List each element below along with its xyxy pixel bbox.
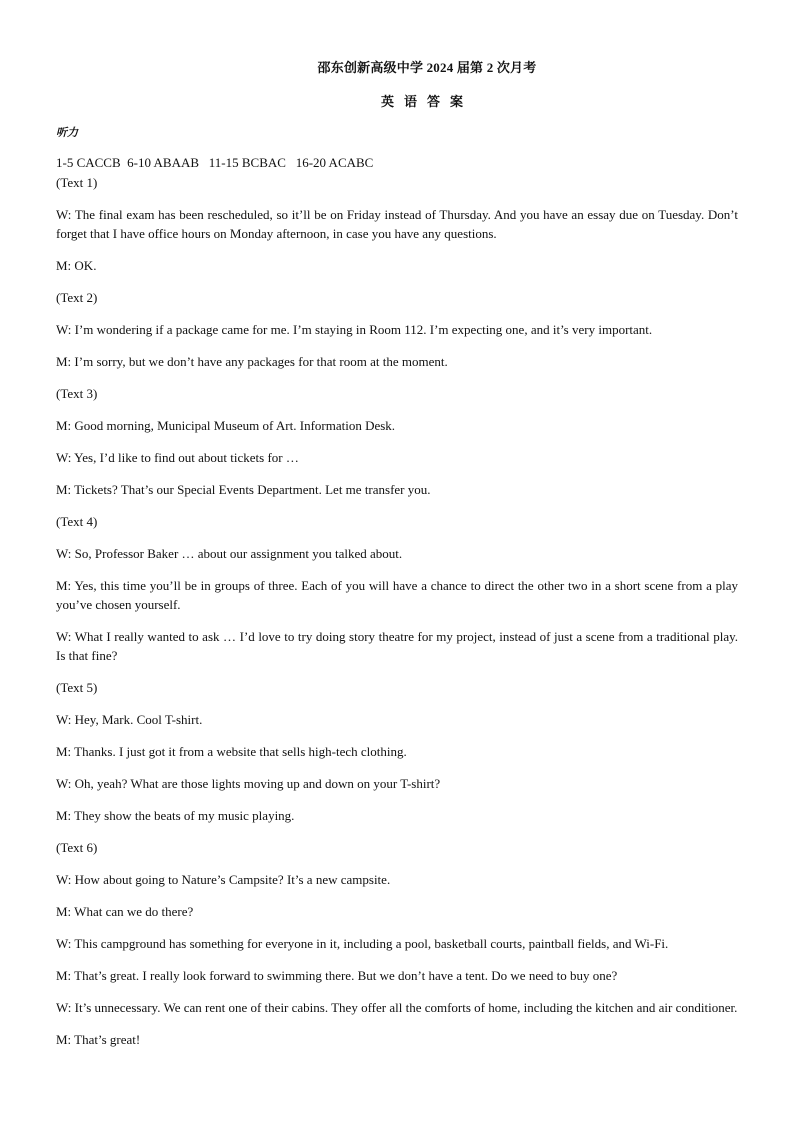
- dialogue-line: M: What can we do there?: [56, 904, 194, 919]
- dialogue-line: W: What I really wanted to ask … I’d love to try doing story theatre for my project, instead of just a scene from a traditional play. Is that fine?: [56, 629, 738, 663]
- text-label: (Text 4): [56, 514, 98, 529]
- section-label-listening: 听力: [56, 127, 78, 139]
- dialogue-line: M: They show the beats of my music playing.: [56, 808, 295, 823]
- dialogue-line: W: It’s unnecessary. We can rent one of their cabins. They offer all the comforts of home, including the kitchen and air conditioner.: [56, 1000, 738, 1015]
- dialogue-line: M: Good morning, Municipal Museum of Art. Information Desk.: [56, 418, 396, 433]
- document-subtitle: 英语答案: [380, 94, 473, 109]
- dialogue-line: M: OK.: [56, 258, 97, 273]
- dialogue-line: M: Thanks. I just got it from a website that sells high-tech clothing.: [56, 744, 407, 759]
- dialogue-line: M: Tickets? That’s our Special Events Department. Let me transfer you.: [56, 482, 431, 497]
- answer-key-line: 1-5 CACCB 6-10 ABAAB 11-15 BCBAC 16-20 ACABC: [56, 155, 374, 170]
- text-label: (Text 6): [56, 840, 98, 855]
- dialogue-line: W: The final exam has been rescheduled, so it’ll be on Friday instead of Thursday. And you have an essay due on Tuesday. Don’t forget that I have office hours on Monday afternoon, in case you have any questions.: [56, 207, 738, 241]
- dialogue-line: W: Hey, Mark. Cool T-shirt.: [56, 712, 203, 727]
- dialogue-line: W: I’m wondering if a package came for me. I’m staying in Room 112. I’m expecting one, and it’s very important.: [56, 322, 653, 337]
- text-label: (Text 5): [56, 680, 98, 695]
- document-title: 邵东创新高级中学 2024 届第 2 次月考: [317, 60, 537, 75]
- text-label: (Text 3): [56, 386, 98, 401]
- dialogue-line: M: I’m sorry, but we don’t have any packages for that room at the moment.: [56, 354, 448, 369]
- dialogue-line: W: How about going to Nature’s Campsite? It’s a new campsite.: [56, 872, 391, 887]
- dialogue-line: W: Oh, yeah? What are those lights moving up and down on your T-shirt?: [56, 776, 441, 791]
- transcript-body: [56, 173, 738, 1062]
- dialogue-line: W: This campground has something for everyone in it, including a pool, basketball courts, paintball fields, and Wi-Fi.: [56, 936, 669, 951]
- dialogue-line: W: So, Professor Baker … about our assignment you talked about.: [56, 546, 403, 561]
- dialogue-line: M: That’s great!: [56, 1032, 141, 1047]
- dialogue-line: W: Yes, I’d like to find out about tickets for …: [56, 450, 299, 465]
- text-label: (Text 1): [56, 175, 98, 190]
- text-label: (Text 2): [56, 290, 98, 305]
- dialogue-line: M: Yes, this time you’ll be in groups of three. Each of you will have a chance to direct the other two in a short scene from a play you’ve chosen yourself.: [56, 578, 738, 612]
- dialogue-line: M: That’s great. I really look forward to swimming there. But we don’t have a tent. Do we need to buy one?: [56, 968, 618, 983]
